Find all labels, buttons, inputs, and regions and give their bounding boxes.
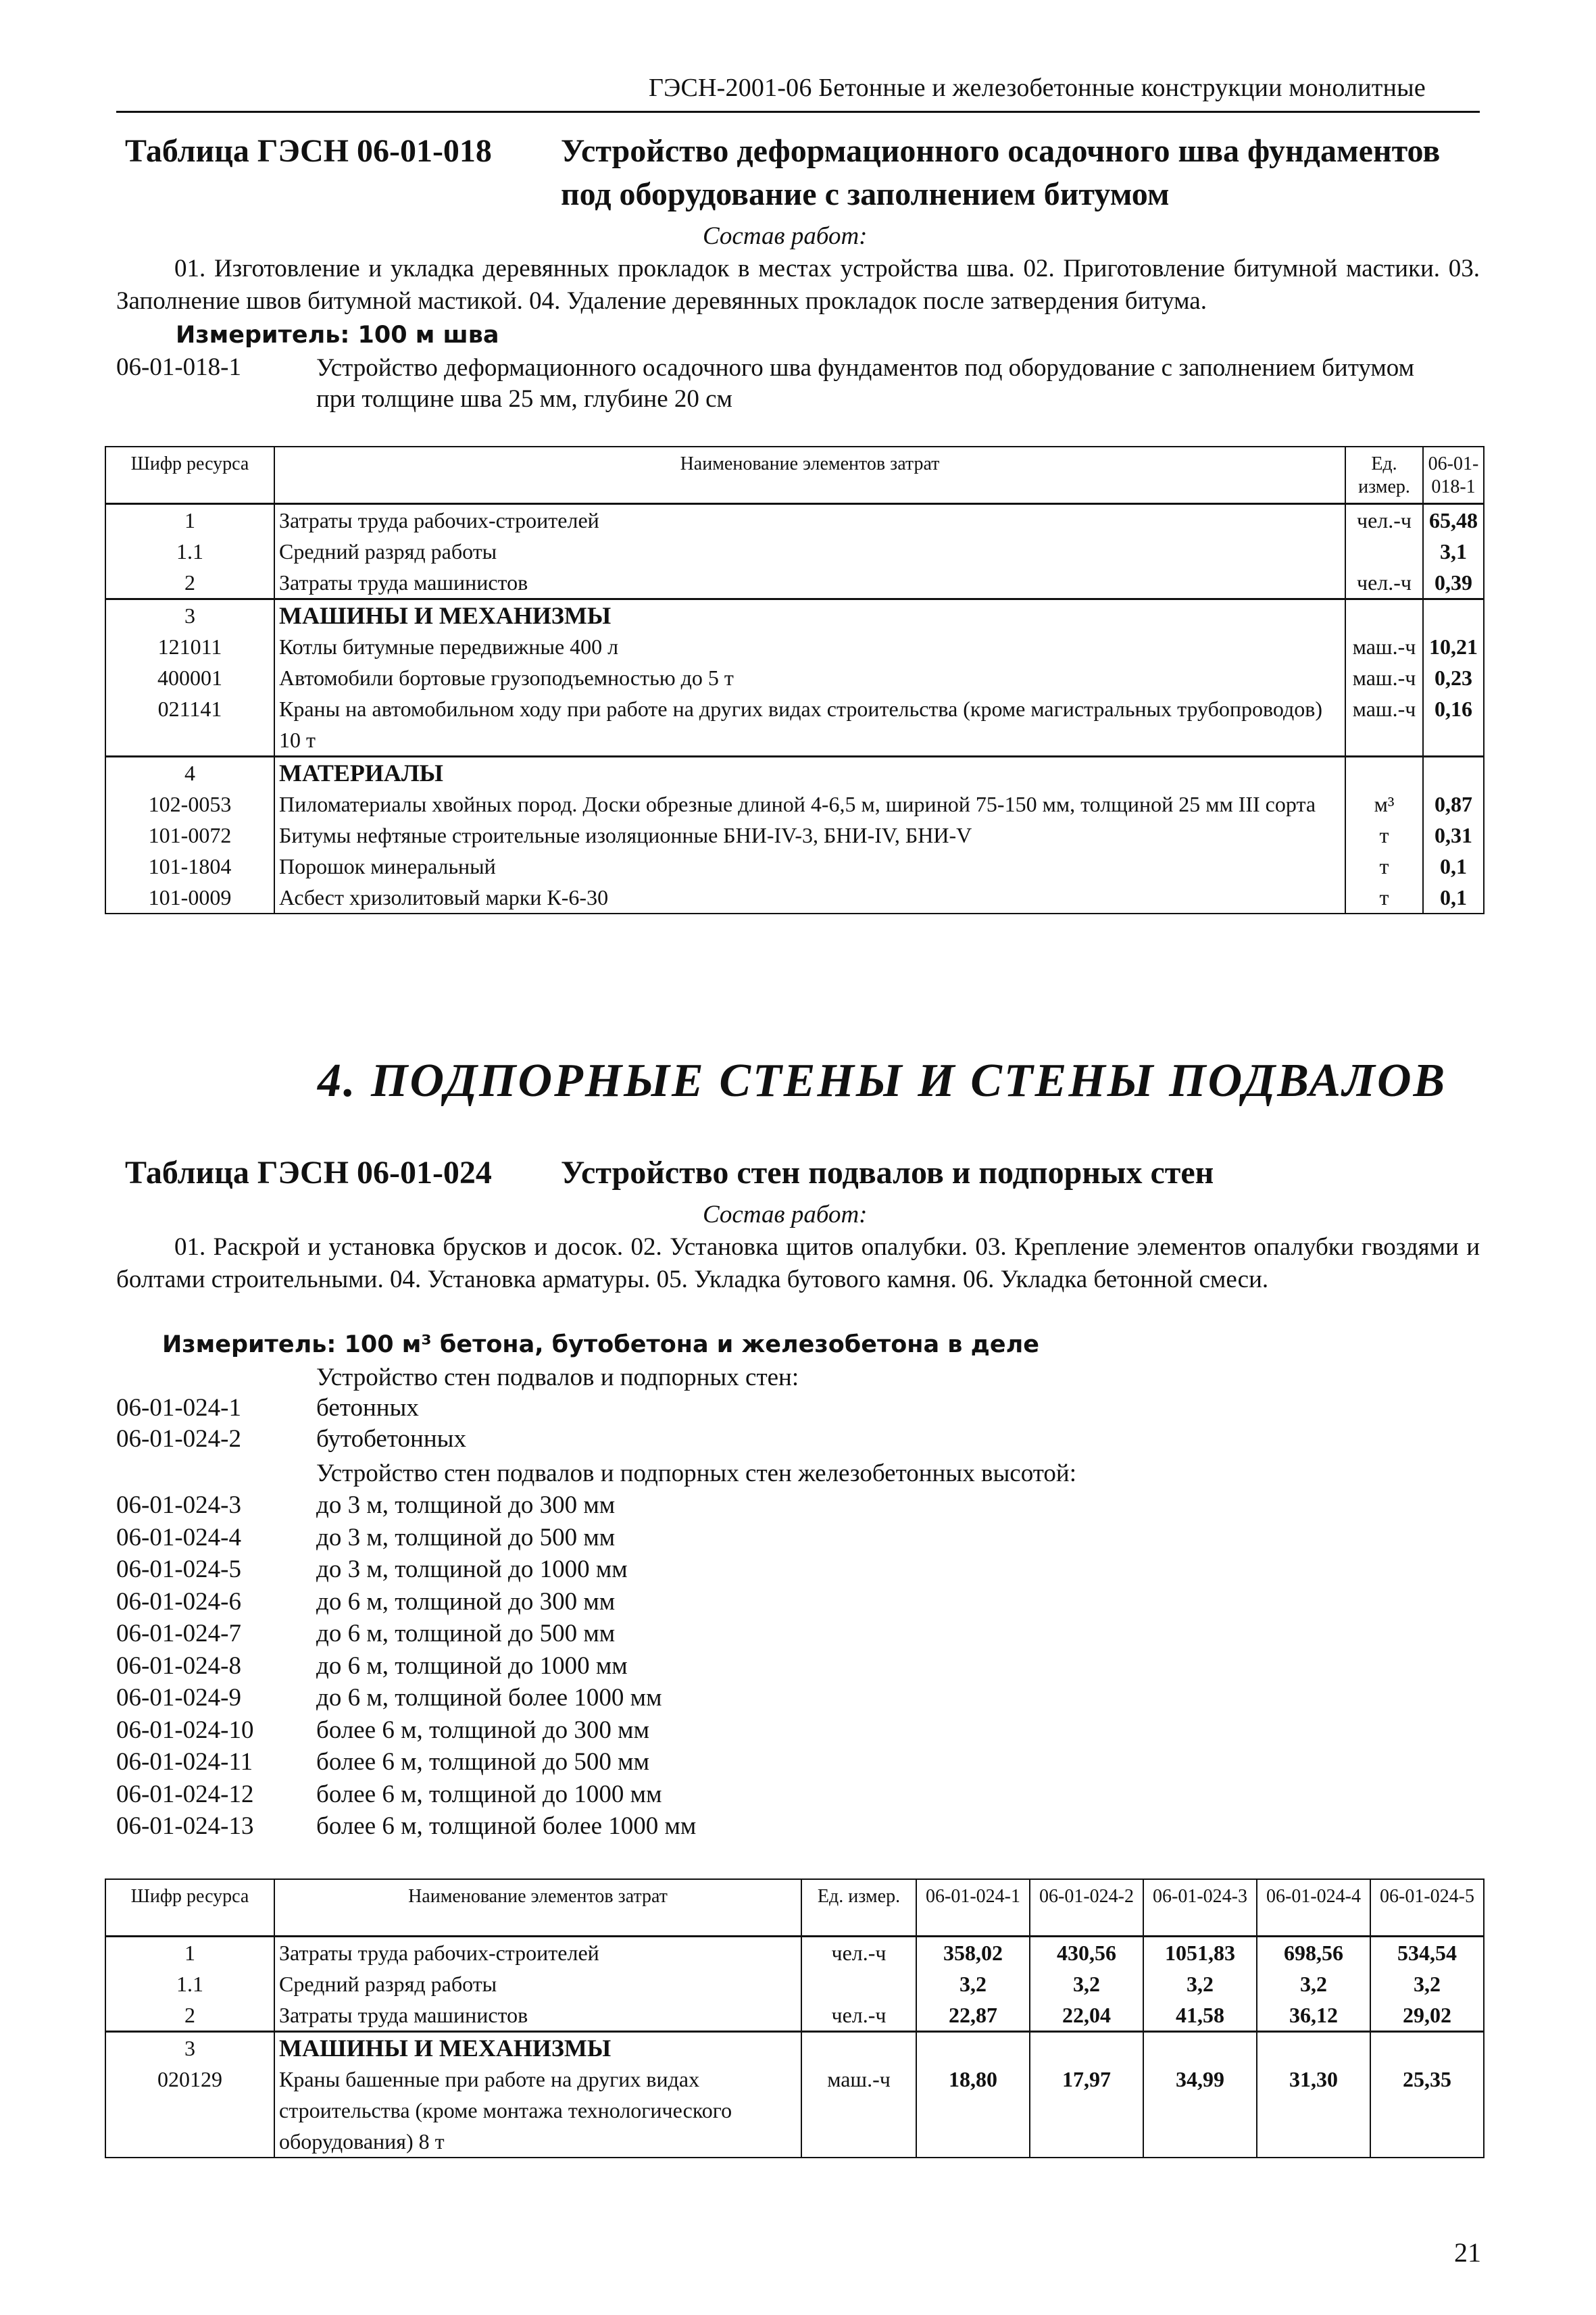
norm-value: 430,56 [1030, 1936, 1143, 1968]
norm-value [1423, 599, 1484, 631]
norm-description: более 6 м, толщиной до 500 мм [316, 1748, 650, 1776]
section-title: 4. ПОДПОРНЫЕ СТЕНЫ И СТЕНЫ ПОДВАЛОВ [318, 1055, 1447, 1107]
resource-code: 1 [105, 1936, 274, 1968]
table2-works: 01. Раскрой и установка брусков и досок. 02. Установка щитов опалубки. 03. Крепление элементов опалубки гвоздями и болтами строительными. 04. Установка арматуры. 05. Укладка бутового камня. 06. Укладка бетонной смеси. [116, 1233, 1480, 1293]
table-row [105, 567, 1484, 599]
norm-value: 3,2 [1370, 1968, 1484, 1999]
norm-description: до 6 м, толщиной до 500 мм [316, 1620, 616, 1647]
resource-name: Средний разряд работы [274, 1968, 801, 1999]
col-header-name: Наименование элементов затрат [274, 1879, 801, 1936]
col-header-norm-4: 06-01-024-4 [1257, 1879, 1370, 1936]
unit: маш.-ч [1345, 631, 1423, 662]
norm-value: 65,48 [1423, 503, 1484, 536]
norm-value: 31,30 [1257, 2064, 1370, 2158]
norm-value [1030, 2031, 1143, 2064]
norm-description: до 6 м, толщиной до 1000 мм [316, 1651, 628, 1680]
norm-code: 06-01-024-4 [116, 1523, 241, 1551]
norm-code: 06-01-024-1 [116, 1394, 241, 1422]
norm-value: 0,23 [1423, 662, 1484, 693]
norm-value [916, 2031, 1030, 2064]
resource-table-1 [105, 446, 1485, 914]
norm-value: 22,04 [1030, 1999, 1143, 2032]
norm-value: 0,87 [1423, 789, 1484, 820]
table1-item-code: 06-01-018-1 [116, 353, 241, 381]
section-heading: МАШИНЫ И МЕХАНИЗМЫ [274, 2031, 801, 2064]
norm-description: до 6 м, толщиной более 1000 мм [316, 1684, 662, 1712]
table-row [105, 1999, 1484, 2032]
unit: т [1345, 820, 1423, 851]
table-row [105, 693, 1484, 757]
table-row [105, 820, 1484, 851]
norm-description: до 3 м, толщиной до 300 мм [316, 1491, 616, 1519]
resource-code: 102-0053 [105, 789, 274, 820]
table1-title-line1: Устройство деформационного осадочного шва фундаментов [561, 133, 1441, 169]
section-heading: МАТЕРИАЛЫ [274, 756, 1345, 789]
resource-code: 1.1 [105, 1968, 274, 1999]
table1-item-text: Устройство деформационного осадочного шва фундаментов под оборудование с заполнением битумом при толщине шва 25 мм, глубине 20 см [316, 354, 1415, 413]
norm-value: 36,12 [1257, 1999, 1370, 2032]
running-header: ГЭСН-2001-06 Бетонные и железобетонные конструкции монолитные [649, 74, 1426, 102]
norm-description: более 6 м, толщиной более 1000 мм [316, 1812, 697, 1840]
resource-name: Затраты труда машинистов [274, 1999, 801, 2032]
resource-code: 4 [105, 756, 274, 789]
resource-name: Затраты труда машинистов [274, 567, 1345, 599]
norm-value [1257, 2031, 1370, 2064]
resource-code: 2 [105, 1999, 274, 2032]
table2-group2-heading: Устройство стен подвалов и подпорных стен железобетонных высотой: [316, 1460, 1076, 1487]
table-row [105, 882, 1484, 914]
norm-value: 0,16 [1423, 693, 1484, 757]
resource-code: 101-1804 [105, 851, 274, 882]
table-row [105, 1936, 1484, 1968]
resource-code: 1 [105, 503, 274, 536]
table-row [105, 2031, 1484, 2064]
norm-description: до 3 м, толщиной до 1000 мм [316, 1555, 628, 1583]
resource-name: Средний разряд работы [274, 536, 1345, 567]
norm-code: 06-01-024-3 [116, 1491, 241, 1519]
page-number: 21 [1454, 2237, 1481, 2268]
norm-value: 0,31 [1423, 820, 1484, 851]
unit: маш.-ч [1345, 693, 1423, 757]
resource-name: Краны башенные при работе на других видах строительства (кроме монтажа технологического оборудования) 8 т [274, 2064, 801, 2158]
unit [1345, 756, 1423, 789]
resource-table-2 [105, 1878, 1485, 2158]
norm-value: 3,2 [1030, 1968, 1143, 1999]
resource-code: 400001 [105, 662, 274, 693]
norm-code: 06-01-024-8 [116, 1651, 241, 1680]
unit [801, 2031, 916, 2064]
unit: чел.-ч [801, 1999, 916, 2032]
table-row [105, 756, 1484, 789]
table1-measure: Измеритель: 100 м шва [176, 322, 499, 349]
resource-code: 3 [105, 599, 274, 631]
unit: чел.-ч [801, 1936, 916, 1968]
table-row [105, 789, 1484, 820]
norm-code: 06-01-024-6 [116, 1587, 241, 1616]
resource-name: Котлы битумные передвижные 400 л [274, 631, 1345, 662]
table2-sostav-label: Состав работ: [703, 1201, 868, 1228]
col-header-norm-5: 06-01-024-5 [1370, 1879, 1484, 1936]
norm-value: 0,1 [1423, 851, 1484, 882]
norm-description: до 6 м, толщиной до 300 мм [316, 1587, 616, 1616]
table-row [105, 851, 1484, 882]
col-header-unit: Ед. измер. [1345, 447, 1423, 503]
norm-value: 22,87 [916, 1999, 1030, 2032]
col-header-code: Шифр ресурса [105, 1879, 274, 1936]
resource-code: 101-0009 [105, 882, 274, 914]
resource-name: Пиломатериалы хвойных пород. Доски обрезные длиной 4-6,5 м, шириной 75-150 мм, толщиной 25 мм III сорта [274, 789, 1345, 820]
norm-value: 0,39 [1423, 567, 1484, 599]
norm-code: 06-01-024-10 [116, 1716, 254, 1744]
col-header-code: Шифр ресурса [105, 447, 274, 503]
resource-name: Порошок минеральный [274, 851, 1345, 882]
table-row [105, 536, 1484, 567]
norm-value: 534,54 [1370, 1936, 1484, 1968]
resource-name: Автомобили бортовые грузоподъемностью до 5 т [274, 662, 1345, 693]
norm-value: 25,35 [1370, 2064, 1484, 2158]
unit: чел.-ч [1345, 567, 1423, 599]
table1-title-line2: под оборудование с заполнением битумом [561, 176, 1170, 212]
unit: м³ [1345, 789, 1423, 820]
norm-value: 34,99 [1143, 2064, 1257, 2158]
col-header-name: Наименование элементов затрат [274, 447, 1345, 503]
norm-code: 06-01-024-12 [116, 1780, 254, 1808]
resource-code: 020129 [105, 2064, 274, 2158]
unit [1345, 536, 1423, 567]
norm-code: 06-01-024-13 [116, 1812, 254, 1840]
unit [801, 1968, 916, 1999]
resource-code: 1.1 [105, 536, 274, 567]
resource-code: 2 [105, 567, 274, 599]
table1-label: Таблица ГЭСН 06-01-018 [125, 133, 492, 169]
norm-value: 3,2 [916, 1968, 1030, 1999]
norm-description: более 6 м, толщиной до 1000 мм [316, 1780, 662, 1808]
header-rule [116, 111, 1480, 113]
resource-name: Битумы нефтяные строительные изоляционные БНИ-IV-3, БНИ-IV, БНИ-V [274, 820, 1345, 851]
unit: т [1345, 882, 1423, 914]
table1-sostav-label: Состав работ: [703, 222, 868, 250]
col-header-norm: 06-01-018-1 [1423, 447, 1484, 503]
unit [1345, 599, 1423, 631]
table-row [105, 662, 1484, 693]
norm-code: 06-01-024-9 [116, 1684, 241, 1712]
norm-value: 0,1 [1423, 882, 1484, 914]
col-header-norm-2: 06-01-024-2 [1030, 1879, 1143, 1936]
norm-value: 3,1 [1423, 536, 1484, 567]
norm-value: 3,2 [1143, 1968, 1257, 1999]
resource-name: Затраты труда рабочих-строителей [274, 503, 1345, 536]
norm-value: 29,02 [1370, 1999, 1484, 2032]
norm-value: 358,02 [916, 1936, 1030, 1968]
resource-code: 3 [105, 2031, 274, 2064]
table-row [105, 503, 1484, 536]
table2-label: Таблица ГЭСН 06-01-024 [125, 1155, 492, 1191]
norm-code: 06-01-024-5 [116, 1555, 241, 1583]
norm-description: бутобетонных [316, 1425, 466, 1453]
table2-measure: Измеритель: 100 м³ бетона, бутобетона и железобетона в деле [162, 1331, 1039, 1358]
norm-description: до 3 м, толщиной до 500 мм [316, 1523, 616, 1551]
norm-value: 698,56 [1257, 1936, 1370, 1968]
col-header-norm-3: 06-01-024-3 [1143, 1879, 1257, 1936]
unit: маш.-ч [1345, 662, 1423, 693]
table-row [105, 599, 1484, 631]
resource-name: Затраты труда рабочих-строителей [274, 1936, 801, 1968]
norm-value: 17,97 [1030, 2064, 1143, 2158]
unit: чел.-ч [1345, 503, 1423, 536]
table2-group1-heading: Устройство стен подвалов и подпорных стен: [316, 1364, 799, 1391]
resource-code: 121011 [105, 631, 274, 662]
norm-description: более 6 м, толщиной до 300 мм [316, 1716, 650, 1744]
resource-code: 101-0072 [105, 820, 274, 851]
norm-value [1143, 2031, 1257, 2064]
norm-code: 06-01-024-7 [116, 1620, 241, 1647]
norm-value [1423, 756, 1484, 789]
col-header-norm-1: 06-01-024-1 [916, 1879, 1030, 1936]
table-row [105, 1968, 1484, 1999]
table1-works: 01. Изготовление и укладка деревянных прокладок в местах устройства шва. 02. Приготовление битумной мастики. 03. Заполнение швов битумной мастикой. 04. Удаление деревянных прокладок после затвердения битума. [116, 255, 1480, 315]
norm-code: 06-01-024-2 [116, 1425, 241, 1453]
norm-description: бетонных [316, 1394, 419, 1422]
resource-code: 021141 [105, 693, 274, 757]
norm-value: 10,21 [1423, 631, 1484, 662]
unit: маш.-ч [801, 2064, 916, 2158]
table2-title-line1: Устройство стен подвалов и подпорных стен [561, 1155, 1214, 1191]
norm-value: 41,58 [1143, 1999, 1257, 2032]
unit: т [1345, 851, 1423, 882]
norm-value: 1051,83 [1143, 1936, 1257, 1968]
resource-name: Краны на автомобильном ходу при работе на других видах строительства (кроме магистральных трубопроводов) 10 т [274, 693, 1345, 757]
resource-name: Асбест хризолитовый марки К-6-30 [274, 882, 1345, 914]
table-row [105, 631, 1484, 662]
norm-value [1370, 2031, 1484, 2064]
norm-code: 06-01-024-11 [116, 1748, 253, 1776]
norm-value: 18,80 [916, 2064, 1030, 2158]
section-heading: МАШИНЫ И МЕХАНИЗМЫ [274, 599, 1345, 631]
norm-value: 3,2 [1257, 1968, 1370, 1999]
col-header-unit: Ед. измер. [801, 1879, 916, 1936]
table-row [105, 2064, 1484, 2158]
